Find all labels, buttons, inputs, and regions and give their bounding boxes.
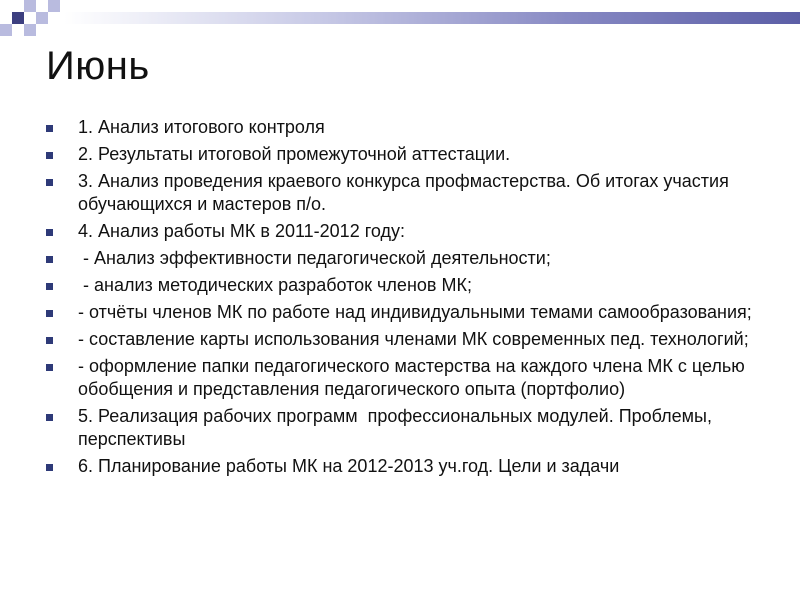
list-item	[44, 274, 764, 297]
list-item-text: - отчёты членов МК по работе над индивидуальными темами самообразования;	[78, 302, 752, 322]
square-bullet-icon	[46, 125, 53, 132]
square-bullet-icon	[46, 414, 53, 421]
decor-square	[48, 0, 60, 12]
header-decoration	[0, 0, 800, 40]
list-item-text: - составление карты использования членами МК современных пед. технологий;	[78, 329, 749, 349]
list-item	[44, 143, 764, 166]
list-item	[44, 247, 764, 270]
header-gradient-bar	[64, 12, 800, 24]
square-bullet-icon	[46, 310, 53, 317]
list-item-text: - анализ методических разработок членов МК;	[78, 275, 472, 295]
square-bullet-icon	[46, 283, 53, 290]
list-item-text: - оформление папки педагогического мастерства на каждого члена МК с целью обобщения и представления педагогического опыта (портфолио)	[78, 356, 745, 399]
list-item	[44, 116, 764, 139]
decor-square	[24, 0, 36, 12]
square-bullet-icon	[46, 229, 53, 236]
square-bullet-icon	[46, 364, 53, 371]
list-item-text: 1. Анализ итогового контроля	[78, 117, 325, 137]
square-bullet-icon	[46, 337, 53, 344]
decor-square	[24, 24, 36, 36]
list-item-text: 6. Планирование работы МК на 2012-2013 уч.год. Цели и задачи	[78, 456, 620, 476]
list-item-text: 2. Результаты итоговой промежуточной аттестации.	[78, 144, 511, 164]
list-item	[44, 301, 764, 324]
list-item	[44, 170, 764, 216]
list-item	[44, 328, 764, 351]
list-item	[44, 355, 764, 401]
square-bullet-icon	[46, 464, 53, 471]
agenda-list	[44, 116, 764, 482]
square-bullet-icon	[46, 256, 53, 263]
list-item	[44, 405, 764, 451]
decor-square	[0, 24, 12, 36]
slide-title: Июнь	[46, 44, 150, 88]
list-item-text: 4. Анализ работы МК в 2011-2012 году:	[78, 221, 405, 241]
list-item	[44, 220, 764, 243]
list-item-text: 3. Анализ проведения краевого конкурса профмастерства. Об итогах участия обучающихся и мастеров п/о.	[78, 171, 729, 214]
square-bullet-icon	[46, 179, 53, 186]
list-item	[44, 455, 764, 478]
decor-square	[36, 12, 48, 24]
list-item-text: - Анализ эффективности педагогической деятельности;	[78, 248, 551, 268]
decor-square	[12, 12, 24, 24]
list-item-text: 5. Реализация рабочих программ профессиональных модулей. Проблемы, перспективы	[78, 406, 718, 449]
square-bullet-icon	[46, 152, 53, 159]
